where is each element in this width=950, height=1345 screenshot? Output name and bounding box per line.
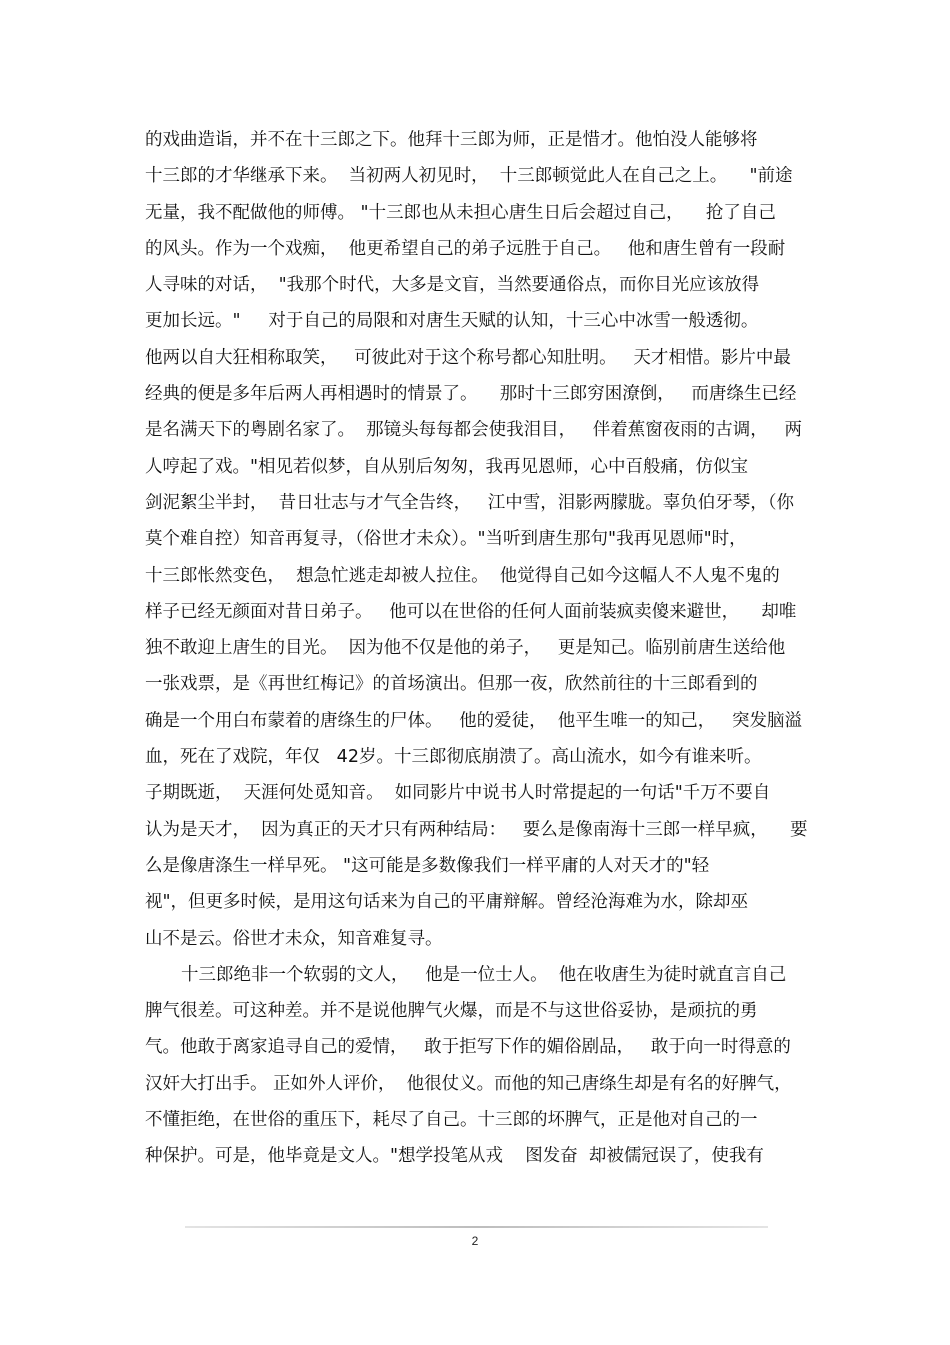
text-line: 种保护。可是，他毕竟是文人。"想学投笔从戎 图发奋 却被儒冠误了，使我有 [145,1146,764,1167]
footer-divider [185,1226,768,1228]
text-line: 血，死在了戏院，年仅 42岁。十三郎彻底崩溃了。高山流水，如今有谁来听。 [145,747,762,768]
text-line: 独不敢迎上唐生的目光。 因为他不仅是他的弟子， 更是知己。临别前唐生送给他 [145,638,786,659]
text-line: 十三郎怅然变色， 想急忙逃走却被人拉住。 他觉得自己如今这幅人不人鬼不鬼的 [145,565,780,586]
text-line: 的戏曲造诣，并不在十三郎之下。他拜十三郎为师，正是惜才。他怕没人能够将 [145,130,758,150]
text-line: 汉奸大打出手。 正如外人评价， 他很仗义。而他的知己唐绦生却是有名的好脾气， [145,1073,792,1094]
text-line: 确是一个用白布蒙着的唐绦生的尸体。 他的爱徒， 他平生唯一的知己， 突发脑溢 [145,710,802,731]
text-line: 的风头。作为一个戏痴， 他更希望自己的弟子远胜于自己。 他和唐生曾有一段耐 [145,238,786,259]
text-line: 剑泥絮尘半封， 昔日壮志与才气全告终， 江中雪，泪影两朦胧。辜负伯牙琴，（你 [145,492,795,513]
body-text [145,122,810,1175]
text-line: 气。他敢于离家追寻自己的爱情， 敢于拒写下作的媚俗剧品， 敢于向一时得意的 [145,1037,791,1058]
text-line: 山不是云。俗世才未众，知音难复寻。 [145,928,443,949]
text-line: 认为是天才， 因为真正的天才只有两种结局： 要么是像南海十三郎一样早疯， 要 [145,819,808,840]
text-line: 是名满天下的粤剧名家了。 那镜头每每都会使我泪目， 伴着蕉窗夜雨的古调， 两 [145,420,802,441]
text-line: 更加长远。" 对于自己的局限和对唐生天赋的认知，十三心中冰雪一般透彻。 [145,311,759,332]
text-line: 无量，我不配做他的师傅。 "十三郎也从未担心唐生日后会超过自己， 抢了自己 [145,202,776,223]
text-line: 人寻味的对话， "我那个时代，大多是文盲，当然要通俗点，而你目光应该放得 [145,275,760,296]
text-line: 子期既逝， 天涯何处觅知音。 如同影片中说书人时常提起的一句话"千万不要自 [145,783,771,804]
text-line: 十三郎的才华继承下来。 当初两人初见时， 十三郎顿觉此人在自己之上。 "前途 [145,166,793,187]
text-line: 经典的便是多年后两人再相遇时的情景了。 那时十三郎穷困潦倒， 而唐绦生已经 [145,384,797,405]
text-line: 不懂拒绝，在世俗的重压下，耗尽了自己。十三郎的坏脾气，正是他对自己的一 [145,1110,758,1131]
text-line: 一张戏票，是《再世红梅记》的首场演出。但那一夜，欣然前往的十三郎看到的 [145,674,758,695]
text-line: 视"，但更多时候，是用这句话来为自己的平庸辩解。曾经沧海难为水，除却巫 [145,892,749,913]
text-line: 脾气很差。可这种差。并不是说他脾气火爆，而是不与这世俗妥协，是顽抗的勇 [145,1001,758,1022]
paragraph-start-line: 十三郎绝非一个软弱的文人， 他是一位士人。 他在收唐生为徒时就直言自己 [181,964,787,985]
page-number: 2 [471,1234,479,1248]
text-line: 样子已经无颜面对昔日弟子。 他可以在世俗的任何人面前装疯卖傻来避世， 却唯 [145,601,797,622]
text-line: 他两以自大狂相称取笑， 可彼此对于这个称号都心知肚明。 天才相惜。影片中最 [145,347,791,368]
text-line: 么是像唐涤生一样早死。 "这可能是多数像我们一样平庸的人对天才的"轻 [145,855,710,876]
text-line: 人哼起了戏。"相见若似梦，自从别后匆匆，我再见恩师，心中百般痛，仿似宝 [145,456,749,477]
text-line: 莫个难自控）知音再复寻，（俗世才未众）。"当听到唐生那句"我再见恩师"时， [145,529,747,550]
